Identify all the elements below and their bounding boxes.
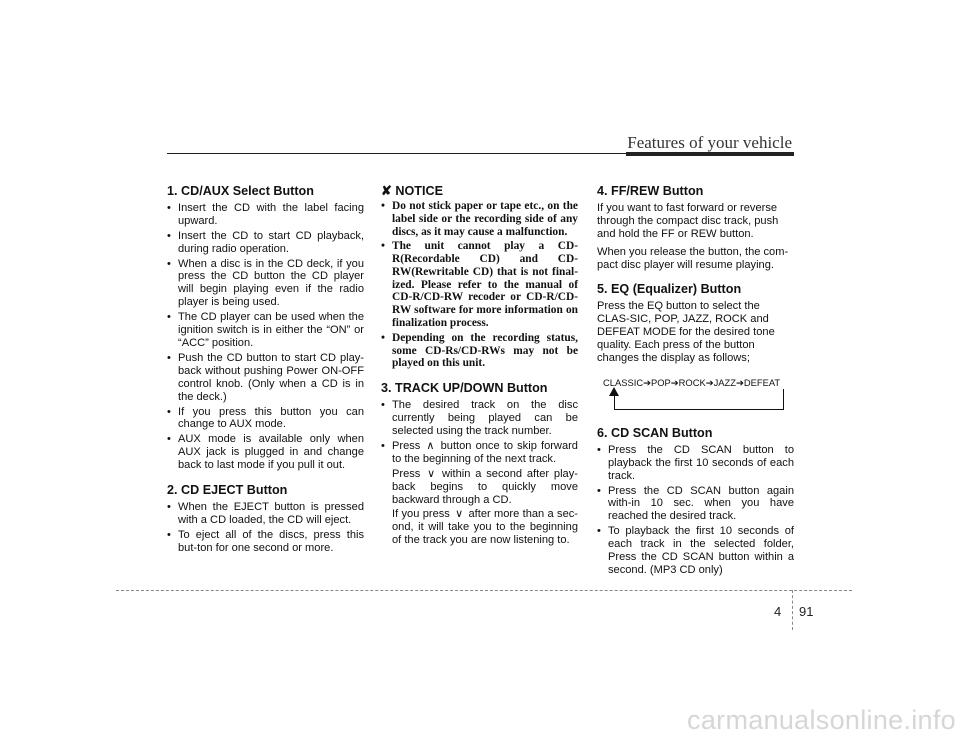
eq-heading: 5. EQ (Equalizer) Button (597, 282, 742, 297)
track-paragraph (392, 508, 578, 547)
list-item (381, 440, 578, 547)
text-fragment: Press (392, 439, 421, 452)
column-3 (597, 185, 794, 579)
list-item: • Press the CD SCAN button to playback the first 10 seconds of each track. (597, 444, 794, 483)
notice-icon: ✘ (381, 183, 392, 198)
list-item: • The CD player can be used when the ignition switch is in either the “ON” or “ACC” position. (167, 311, 364, 350)
list-item: • Insert the CD with the label facing upward. (167, 202, 364, 228)
cd-aux-heading: 1. CD/AUX Select Button (167, 184, 314, 198)
list-item: • AUX mode is available only when AUX jack is plugged in and change back to last mode if you pull it out. (167, 433, 364, 472)
text-fragment: If you press (392, 508, 450, 521)
cd-eject-heading: 2. CD EJECT Button (167, 483, 288, 498)
eq-cycle-diagram (597, 375, 794, 415)
cd-scan-heading: 6. CD SCAN Button (597, 425, 713, 440)
list-item: • When a disc is in the CD deck, if you press the CD button the CD player will begin playing even if the radio player is being used. (167, 258, 364, 310)
notice-list (381, 200, 578, 370)
track-paragraph (392, 468, 578, 507)
cd-eject-list (167, 501, 364, 555)
diagram-line (783, 389, 784, 410)
column-1 (167, 185, 364, 557)
header-accent-bar (626, 152, 794, 156)
list-item: • The desired track on the disc currently being played can be selected using the track number. (381, 399, 578, 438)
track-down-icon: ∨ (455, 508, 464, 521)
eq-sequence-label: CLASSIC➔POP➔ROCK➔JAZZ➔DEFEAT (603, 376, 781, 388)
paragraph: If you want to fast forward or reverse through the compact disc track, push and hold the FF or REW button. (597, 201, 779, 240)
cd-scan-list (597, 444, 794, 577)
chapter-number: 4 (774, 604, 782, 619)
footer-divider (792, 590, 793, 630)
list-item: • To eject all of the discs, press this but-ton for one second or more. (167, 529, 364, 555)
diagram-line (614, 392, 615, 410)
notice-heading (381, 185, 578, 198)
ff-rew-heading: 4. FF/REW Button (597, 184, 704, 198)
list-item: • When the EJECT button is pressed with a CD loaded, the CD will eject. (167, 501, 364, 527)
text-fragment: button once to skip forward to the beginning of the next track. (392, 439, 578, 465)
list-item: • To playback the first 10 seconds of each track in the selected folder, Press the CD SCAN button within a second. (MP3 CD only) (597, 525, 794, 577)
list-item: • Push the CD button to start CD play-back without pushing Power ON-OFF control knob. (Only when a CD is in the deck.) (167, 352, 364, 404)
notice-label: NOTICE (395, 184, 443, 198)
section-header-title: Features of your vehicle (627, 133, 792, 152)
track-down-icon: ∨ (427, 467, 436, 480)
track-list (381, 399, 578, 547)
track-up-icon: ∧ (426, 439, 435, 452)
list-item: • Depending on the recording status, some CD-Rs/CD-RWs may not be played on this unit. (381, 332, 578, 370)
page-number: 91 (799, 604, 814, 619)
list-item: • If you press this button you can change to AUX mode. (167, 406, 364, 432)
cd-aux-list (167, 202, 364, 472)
text-fragment: Press (392, 467, 421, 480)
list-item: • Insert the CD to start CD playback, during radio operation. (167, 230, 364, 256)
paragraph: Press the EQ button to select the CLAS-SIC, POP, JAZZ, ROCK and DEFEAT MODE for the desired tone quality. Each press of the button changes the display as follows; (597, 300, 775, 364)
text-fragment: after more than a sec-ond, it will take you to the beginning of the track you are now listening to. (392, 508, 578, 547)
list-item: • Press the CD SCAN button again with-in 10 sec. when you have reached the desired track. (597, 485, 794, 524)
diagram-line (614, 409, 784, 410)
list-item: • Do not stick paper or tape etc., on the label side or the recording side of any discs, as it may cause a malfunction. (381, 200, 578, 238)
text-fragment: within a second after play-back begins to quickly move backward through a CD. (392, 467, 578, 506)
track-heading: 3. TRACK UP/DOWN Button (381, 381, 548, 396)
list-item: • The unit cannot play a CD-R(Recordable CD) and CD-RW(Rewritable CD) that is not final-ized. Please refer to the manual of CD-R/CD-RW recoder or CD-R/CD-RW software for more information on finalization process. (381, 240, 578, 330)
footer-rule (116, 590, 852, 591)
watermark: carmanualsonline.info (687, 705, 956, 735)
paragraph: When you release the button, the com-pact disc player will resume playing. (597, 245, 789, 271)
column-2 (381, 185, 578, 549)
